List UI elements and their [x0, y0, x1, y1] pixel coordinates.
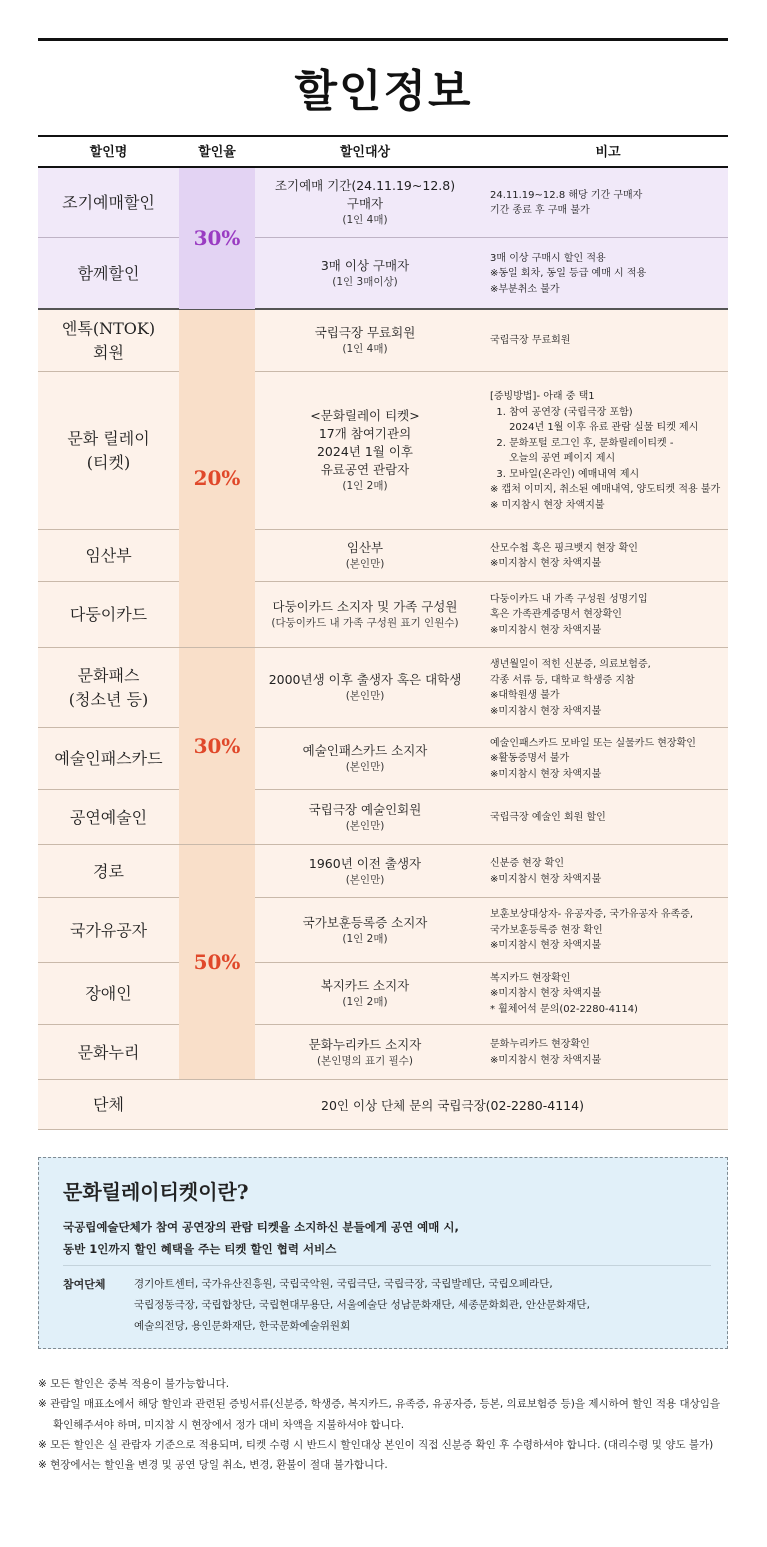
target-limit: (1인 3매이상)	[332, 276, 398, 289]
discount-name: 경로	[93, 861, 124, 881]
target-main: 국립극장 무료회원	[314, 325, 416, 341]
discount-target	[255, 845, 475, 898]
discount-target	[255, 1025, 475, 1080]
note-line: 보훈보상대상자- 유공자증, 국가유공자 유족증,	[490, 909, 694, 921]
discount-target	[255, 238, 475, 310]
target-main: 조기예매 기간(24.11.19~12.8) 구매자	[274, 178, 456, 212]
table-row	[38, 582, 728, 648]
discount-name: 예술인패스카드	[54, 749, 163, 768]
discount-target	[255, 168, 475, 238]
info-description	[63, 1216, 713, 1261]
discount-name: 문화누리	[77, 1042, 140, 1062]
target-main: 다둥이카드 소지자 및 가족 구성원	[272, 599, 458, 615]
note-line: 예술인패스카드 모바일 또는 실물카드 현장확인	[490, 737, 696, 749]
page-title: 할인정보	[294, 66, 473, 117]
note-line: 다둥이카드 내 가족 구성원 성명기입	[490, 593, 648, 605]
note-line: 국립극장 무료회원	[490, 335, 571, 347]
participants-list	[134, 1274, 724, 1337]
group-inquiry-text: 20인 이상 단체 문의 국립극장(02-2280-4114)	[321, 1098, 584, 1113]
table-row	[38, 790, 728, 845]
info-desc-line: 국공립예술단체가 참여 공연장의 관람 티켓을 소지하신 분들에게 공연 예매 시,	[63, 1220, 459, 1234]
header-note: 비고	[595, 145, 621, 160]
target-main: 국가보훈등록증 소지자	[302, 914, 428, 930]
note-line: ※미지참시 현장 차액지불	[490, 988, 602, 1000]
note-line: ※미지참시 현장 차액지불	[490, 940, 602, 952]
info-desc-line: 동반 1인까지 할인 혜택을 주는 티켓 할인 협력 서비스	[63, 1242, 337, 1257]
discount-target	[255, 310, 475, 372]
target-limit: (본인만)	[345, 819, 385, 832]
discount-rate: 30%	[193, 226, 241, 250]
table-row	[38, 728, 728, 790]
discount-note	[490, 728, 726, 790]
table-row	[38, 1025, 728, 1080]
target-limit: (1인 2매)	[342, 996, 388, 1009]
target-limit: (본인만)	[345, 761, 385, 774]
target-limit: (본인만)	[345, 873, 385, 886]
discount-name: 문화패스 (청소년 등)	[68, 666, 149, 709]
target-main: 국립극장 예술인회원	[308, 801, 422, 817]
discount-name: 조기예매할인	[62, 193, 155, 212]
note-line: 복지카드 현장확인	[490, 972, 571, 984]
table-header	[38, 135, 728, 168]
discount-target	[255, 728, 475, 790]
footnote: ※ 모든 할인은 중복 적용이 불가능합니다.	[38, 1378, 230, 1390]
note-line: ※미지참시 현장 차액지불	[490, 873, 602, 885]
table-row	[38, 168, 728, 238]
note-line: [증빙방법]- 아래 중 택1	[490, 391, 595, 402]
note-line: 24.11.19~12.8 해당 기간 구매자	[490, 189, 643, 201]
note-line: ※미지참시 현장 차액지불	[490, 624, 602, 636]
discount-target	[255, 648, 475, 728]
table-row	[38, 648, 728, 728]
header-name: 할인명	[89, 145, 128, 160]
table-row-group	[38, 1080, 728, 1130]
participants-label: 참여단체	[63, 1278, 106, 1291]
note-line: 3매 이상 구매시 할인 적용	[490, 252, 606, 264]
target-main: 복지카드 소지자	[320, 978, 410, 994]
culture-relay-info-box	[38, 1157, 728, 1349]
info-title: 문화릴레이티켓이란?	[63, 1180, 249, 1204]
table-row	[38, 845, 728, 898]
footnotes	[38, 1374, 728, 1475]
note-line: * 휠체어석 문의(02-2280-4114)	[490, 1003, 638, 1015]
note-line: ※미지참시 현장 차액지불	[490, 1054, 602, 1066]
footnote: ※ 모든 할인은 실 관람자 기준으로 적용되며, 티켓 수령 시 반드시 할인대상 본인이 직접 신분증 확인 후 수령하셔야 합니다. (대리수령 및 양도 불가)	[38, 1438, 714, 1451]
table-row	[38, 238, 728, 310]
discount-name: 엔톡(NTOK) 회원	[61, 319, 156, 362]
note-line: ※미지참시 현장 차액지불	[490, 768, 602, 780]
discount-name: 단체	[93, 1095, 124, 1114]
footnote: ※ 현장에서는 할인율 변경 및 공연 당일 취소, 변경, 환불이 절대 불가합니다.	[38, 1459, 388, 1471]
note-line: ※대학원생 불가	[490, 690, 560, 701]
discount-name: 문화 릴레이 (티켓)	[67, 429, 150, 472]
table-row	[38, 898, 728, 963]
participants-line: 국립정동극장, 국립합창단, 국립현대무용단, 서울예술단 성남문화재단, 세종문화회관, 안산문화재단,	[134, 1299, 590, 1311]
discount-rate: 20%	[193, 466, 241, 490]
discount-note	[490, 582, 726, 648]
discount-note	[490, 845, 726, 898]
discount-note	[490, 530, 726, 582]
footnote: ※ 관람일 매표소에서 해당 할인과 관련된 증빙서류(신분증, 학생증, 복지카드, 유족증, 유공자증, 등본, 의료보험증 등)을 제시하여 할인 적용 대상임을 확인해주셔야 하며, 미지참 시 현장에서 정가 대비 차액을 지불하셔야 합니다.	[38, 1398, 721, 1431]
discount-note	[490, 238, 726, 310]
target-main: 임산부	[346, 540, 384, 556]
discount-target	[255, 898, 475, 963]
note-line: 각종 서류 등, 대학교 학생증 지참	[490, 674, 635, 686]
note-line: 신분증 현장 확인	[490, 858, 564, 869]
note-line: ※미지참시 현장 차액지불	[490, 558, 602, 569]
target-main: 3매 이상 구매자	[320, 258, 410, 274]
discount-note	[490, 963, 726, 1025]
participants-line: 예술의전당, 용인문화재단, 한국문화예술위원회	[134, 1320, 351, 1332]
top-rule	[38, 38, 728, 41]
note-line: 산모수첩 혹은 핑크뱃지 현장 확인	[490, 542, 638, 554]
discount-target	[255, 530, 475, 582]
note-line: ※ 미지참시 현장 차액지불	[490, 499, 605, 511]
discount-rate: 30%	[193, 733, 241, 758]
note-line: ※부분취소 불가	[490, 283, 560, 295]
table-row	[38, 372, 728, 530]
target-main: <문화릴레이 티켓> 17개 참여기관의 2024년 1월 이후 유료공연 관람자	[310, 407, 420, 478]
discount-name: 장애인	[85, 984, 132, 1003]
discount-target	[255, 582, 475, 648]
discount-note	[490, 648, 726, 728]
note-line: ※미지참시 현장 차액지불	[490, 705, 602, 717]
note-line: ※ 캡처 이미지, 취소된 예매내역, 양도티켓 적용 불가	[490, 484, 721, 495]
info-divider	[63, 1265, 711, 1266]
table-row	[38, 530, 728, 582]
target-limit: (1인 2매)	[342, 480, 388, 493]
discount-name: 다둥이카드	[69, 605, 148, 624]
note-line: 오늘의 공연 페이지 제시	[490, 453, 616, 464]
target-limit: (1인 4매)	[342, 343, 388, 356]
note-line: ※동일 회차, 동일 등급 예매 시 적용	[490, 268, 647, 280]
discount-target	[255, 372, 475, 530]
discount-note	[490, 1025, 726, 1080]
table-row	[38, 963, 728, 1025]
discount-note	[490, 310, 726, 372]
participants-line: 경기아트센터, 국가유산진흥원, 국립국악원, 국립극단, 국립극장, 국립발레단, 국립오페라단,	[134, 1278, 553, 1290]
target-limit: (본인만)	[345, 558, 385, 571]
target-limit: (1인 4매)	[342, 214, 388, 227]
target-limit: (다둥이카드 내 가족 구성원 표기 인원수)	[271, 617, 459, 630]
discount-note	[490, 790, 726, 845]
target-main: 예술인패스카드 소지자	[302, 743, 428, 759]
row-divider	[38, 1129, 728, 1130]
discount-name: 국가유공자	[69, 920, 148, 940]
target-limit: (본인만)	[345, 690, 385, 703]
discount-name: 공연예술인	[69, 807, 148, 827]
discount-note	[490, 168, 726, 238]
discount-target	[255, 963, 475, 1025]
discount-name: 함께할인	[77, 264, 140, 283]
discount-target	[255, 790, 475, 845]
target-main: 1960년 이전 출생자	[308, 855, 422, 871]
header-target: 할인대상	[339, 145, 391, 160]
note-line: 1. 참여 공연장 (국립극장 포함)	[490, 406, 633, 418]
note-line: 기간 종료 후 구매 불가	[490, 205, 590, 216]
target-main: 2000년생 이후 출생자 혹은 대학생	[268, 672, 462, 688]
note-line: 국가보훈등록증 현장 확인	[490, 924, 603, 936]
note-line: 생년월일이 적힌 신분증, 의료보험증,	[490, 659, 651, 670]
discount-note	[490, 898, 726, 963]
target-main: 문화누리카드 소지자	[308, 1036, 422, 1052]
target-limit: (1인 2매)	[342, 932, 388, 945]
note-line: 국립극장 예술인 회원 할인	[490, 811, 606, 823]
note-line: 2024년 1월 이후 유료 관람 실물 티켓 제시	[490, 422, 699, 433]
target-limit: (본인명의 표기 필수)	[316, 1054, 413, 1067]
note-line: 3. 모바일(온라인) 예매내역 제시	[490, 468, 640, 480]
discount-rate: 50%	[193, 949, 241, 974]
header-rate: 할인율	[198, 145, 236, 160]
discount-note	[490, 372, 726, 530]
discount-name: 임산부	[85, 546, 132, 565]
note-line: 문화누리카드 현장확인	[490, 1039, 590, 1050]
table-row	[38, 310, 728, 372]
note-line: 2. 문화포털 로그인 후, 문화릴레이티켓 -	[490, 437, 674, 449]
note-line: ※활동증명서 불가	[490, 753, 570, 765]
note-line: 혹은 가족관계증명서 현장확인	[490, 609, 622, 621]
